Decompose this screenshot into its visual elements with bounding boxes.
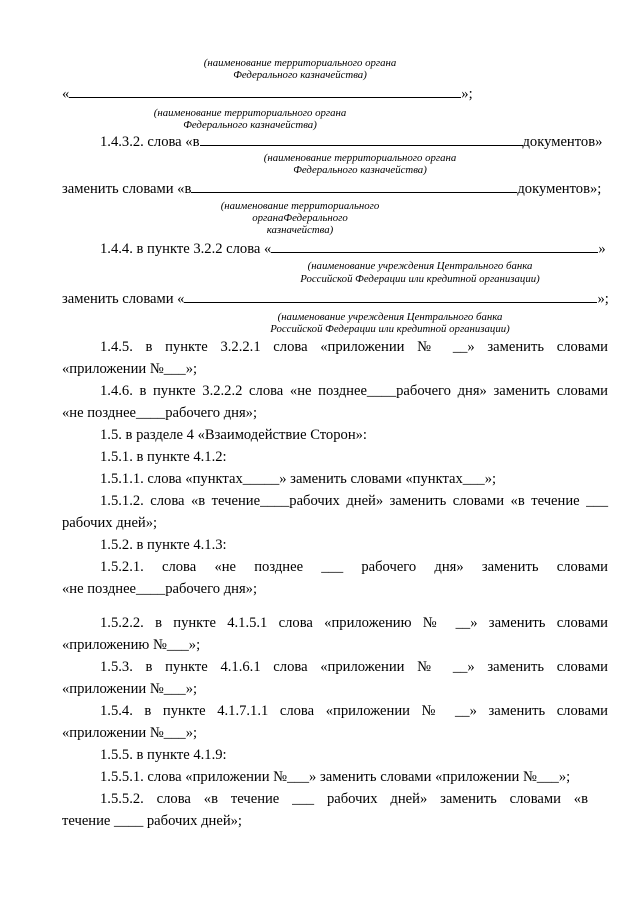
blank-field: [200, 132, 523, 146]
note-line: (наименование территориального органа: [153, 107, 347, 119]
paragraph-line: [62, 289, 609, 308]
blank-field: [69, 84, 461, 98]
paragraph-line: рабочих дней»;: [62, 515, 158, 531]
paragraph-line: «приложении №___»;: [62, 681, 198, 697]
paragraph-line: [62, 179, 601, 198]
paragraph-line: 1.4.6. в пункте 3.2.2.2 слова «не позднее____рабочего дня» заменить словами: [100, 383, 608, 399]
line-text: 1.4.4. в пункте 3.2.2 слова «: [100, 241, 272, 257]
paragraph-line: [100, 132, 602, 151]
note-line: Российской Федерации или кредитной организации): [300, 273, 540, 285]
note-line: казначейства): [266, 224, 334, 236]
line-text: заменить словами «в: [62, 181, 192, 197]
blank-field: [271, 239, 598, 253]
note-line: (наименование территориального органа: [203, 57, 397, 69]
note-line: Федерального казначейства): [183, 119, 317, 131]
paragraph-line: течение ____ рабочих дней»;: [62, 813, 242, 829]
paragraph-line: «приложению №___»;: [62, 637, 201, 653]
paragraph-line: 1.5.5.2. слова «в течение ___ рабочих дней» заменить словами «в: [100, 791, 588, 807]
paragraph-line: 1.5.1. в пункте 4.1.2:: [100, 449, 227, 465]
blank-field: [184, 289, 597, 303]
paragraph-line: 1.5.2.2. в пункте 4.1.5.1 слова «приложению № __» заменить словами: [100, 615, 608, 631]
line-text: »;: [597, 291, 609, 307]
paragraph-line: «не позднее____рабочего дня»;: [62, 405, 258, 421]
close-quote: »;: [461, 86, 473, 102]
paragraph-line: 1.5.1.1. слова «пунктах_____» заменить словами «пунктах___»;: [100, 471, 497, 487]
blank-field: [191, 179, 517, 193]
note-line: органаФедерального: [252, 212, 348, 224]
note-line: Федерального казначейства): [293, 164, 427, 176]
line-text: документов»: [522, 134, 603, 150]
paragraph-line: 1.5.3. в пункте 4.1.6.1 слова «приложении № __» заменить словами: [100, 659, 608, 675]
note-line: (наименование учреждения Центрального банка: [277, 311, 503, 323]
note-line: Российской Федерации или кредитной организации): [270, 323, 510, 335]
paragraph-line: 1.5.5. в пункте 4.1.9:: [100, 747, 227, 763]
paragraph-line: 1.5.5.1. слова «приложении №___» заменить словами «приложении №___»;: [100, 769, 571, 785]
line-text: »: [598, 241, 606, 257]
open-quote: «: [62, 86, 70, 102]
paragraph-line: [100, 239, 606, 258]
note-line: Федерального казначейства): [233, 69, 367, 81]
paragraph-line: 1.5.2. в пункте 4.1.3:: [100, 537, 227, 553]
line-text: документов»;: [517, 181, 602, 197]
line-text: заменить словами «: [62, 291, 185, 307]
paragraph-line: «не позднее____рабочего дня»;: [62, 581, 258, 597]
paragraph-line: 1.5.1.2. слова «в течение____рабочих дней» заменить словами «в течение ___: [100, 493, 608, 509]
note-line: (наименование учреждения Центрального банка: [307, 260, 533, 272]
blank-line-row: [62, 84, 473, 103]
paragraph-line: 1.4.5. в пункте 3.2.2.1 слова «приложении № __» заменить словами: [100, 339, 608, 355]
paragraph-line: «приложении №___»;: [62, 361, 198, 377]
paragraph-line: 1.5.4. в пункте 4.1.7.1.1 слова «приложении № __» заменить словами: [100, 703, 608, 719]
note-line: (наименование территориального органа: [263, 152, 457, 164]
paragraph-line: 1.5. в разделе 4 «Взаимодействие Сторон»:: [100, 427, 367, 443]
paragraph-line: «приложении №___»;: [62, 725, 198, 741]
paragraph-line: 1.5.2.1. слова «не позднее ___ рабочего дня» заменить словами: [100, 559, 608, 575]
line-text: 1.4.3.2. слова «в: [100, 134, 200, 150]
note-line: (наименование территориального: [220, 200, 380, 212]
